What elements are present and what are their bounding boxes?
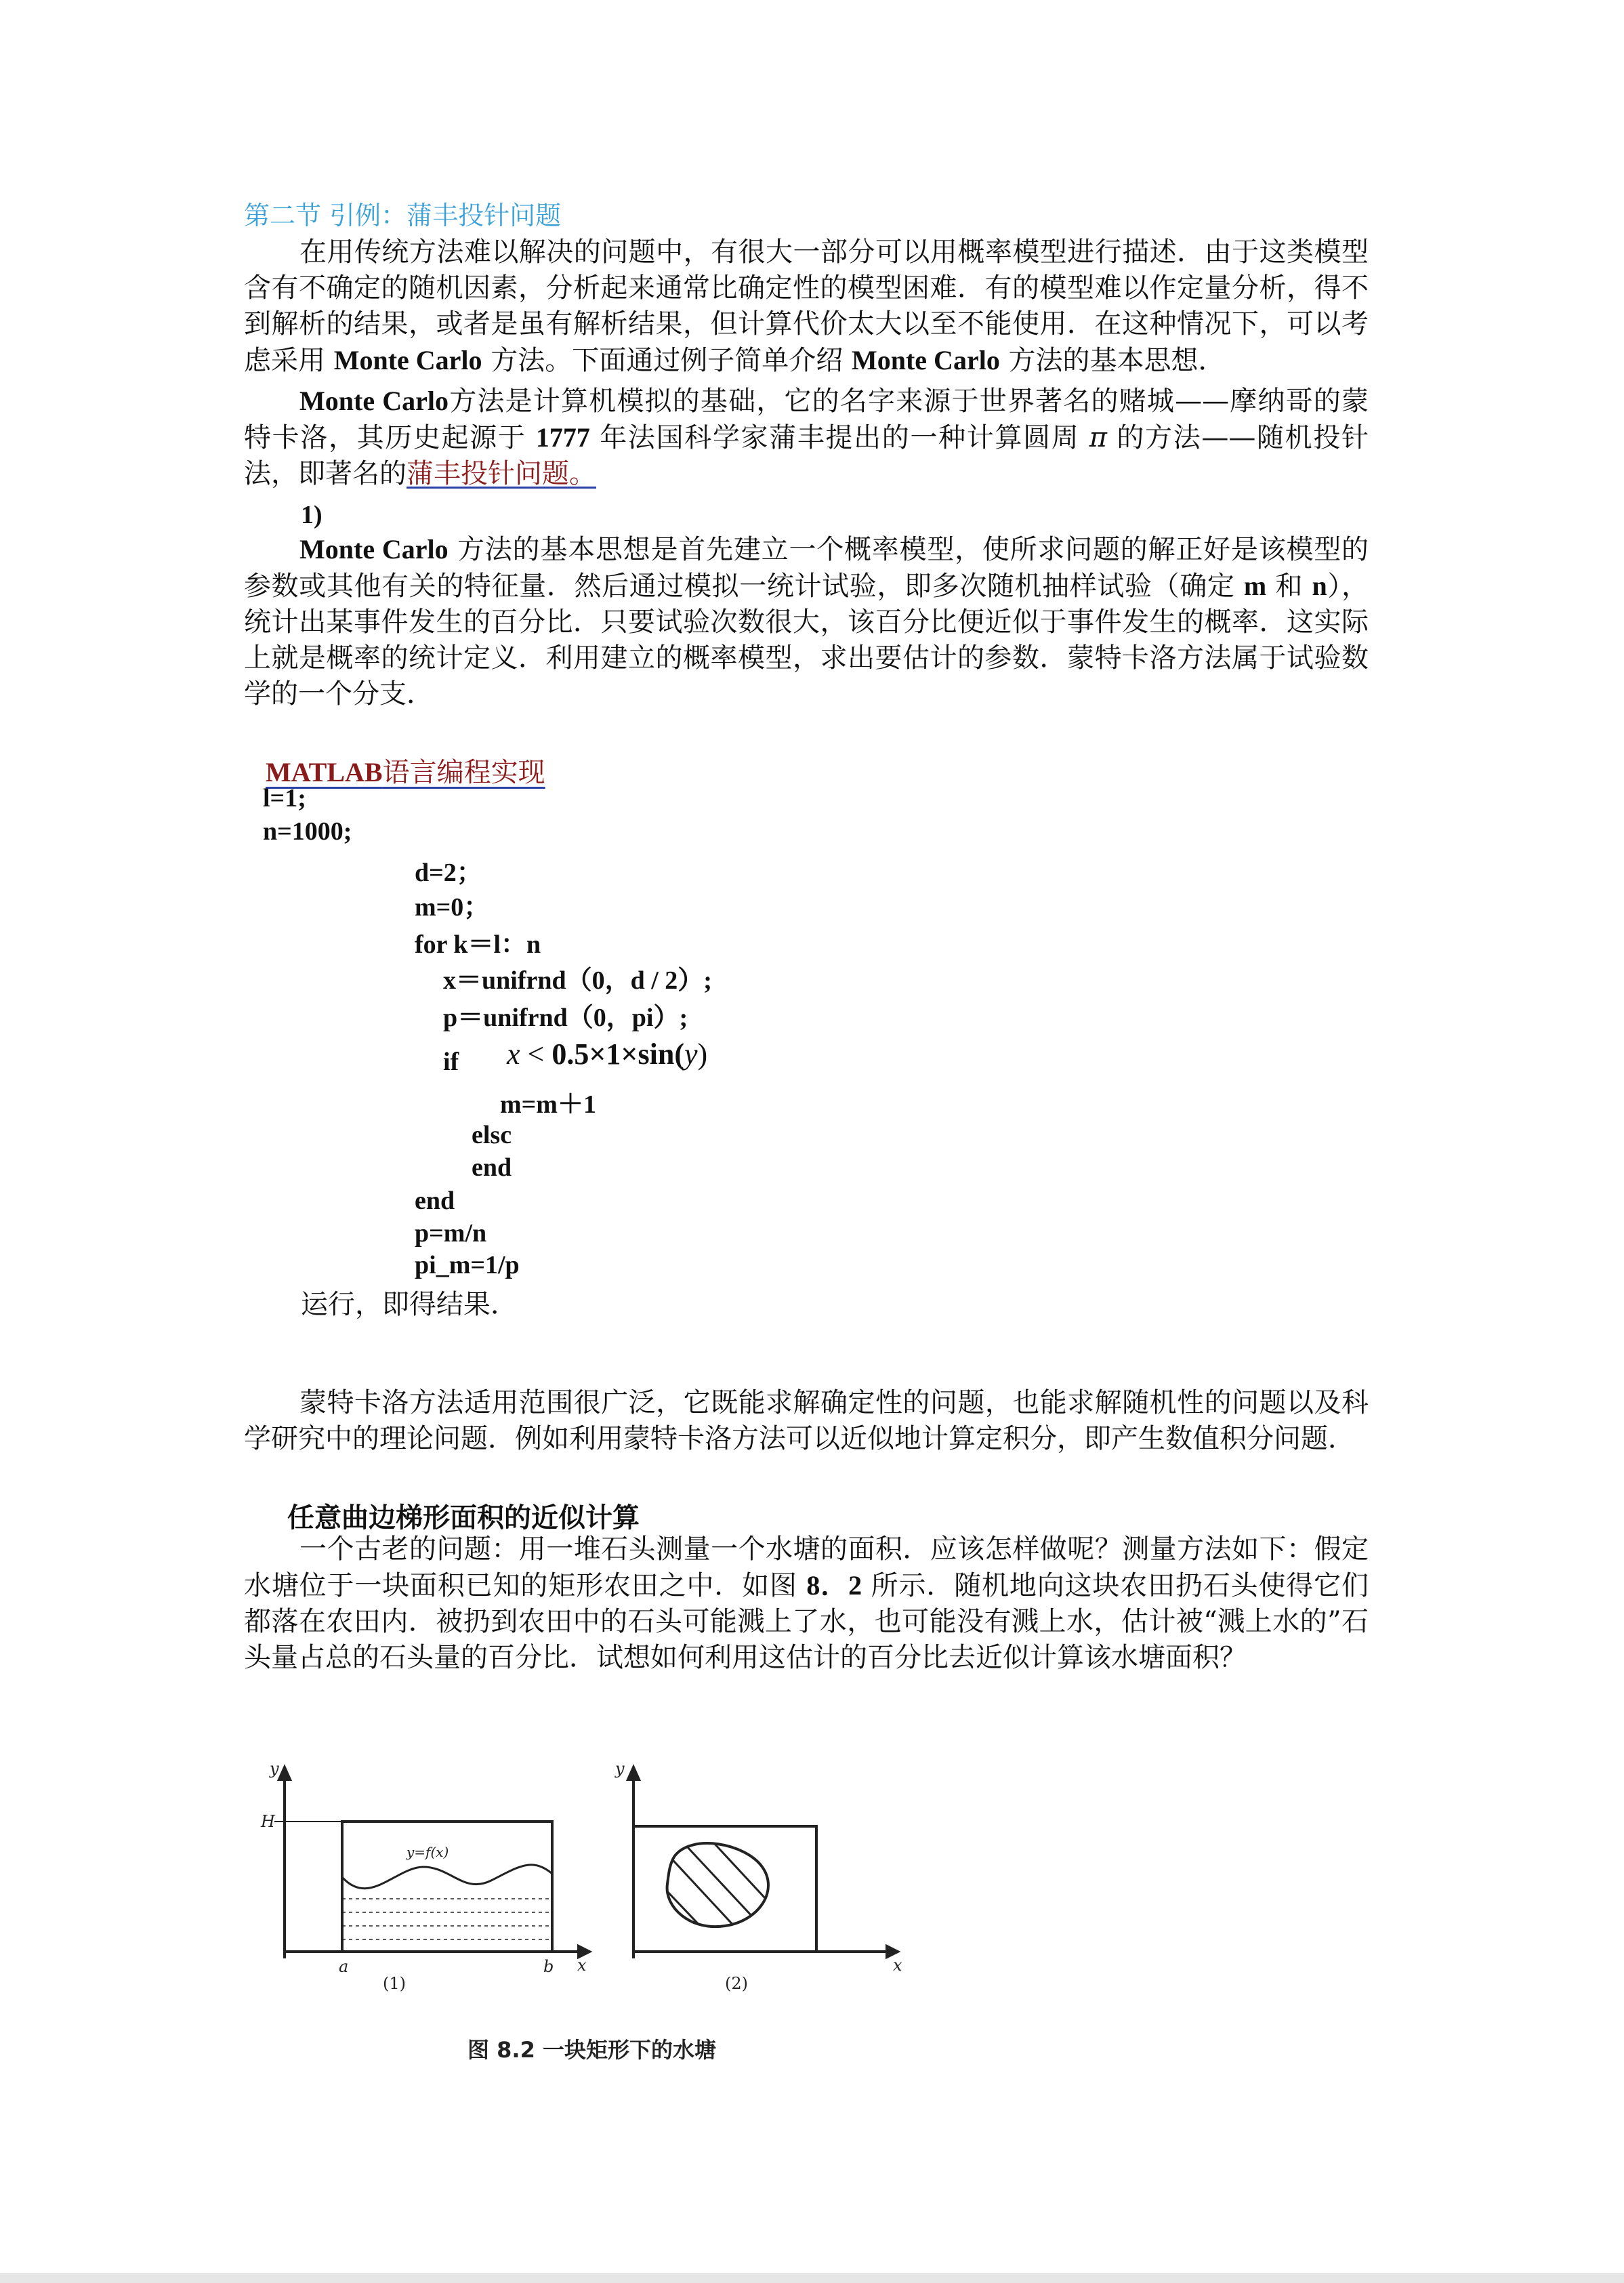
code-line: for k＝l：n (415, 930, 541, 959)
left-diagram-label: (1) (383, 1974, 406, 1993)
code-line: p=m/n (415, 1219, 487, 1248)
code-line: m=0； (415, 893, 490, 922)
right-x-label: x (893, 1956, 902, 1975)
para1-end: 方法的基本思想． (999, 345, 1226, 376)
year-1777: 1777 (535, 422, 590, 453)
right-y-arrow (628, 1767, 639, 1780)
page-bottom-border (0, 2273, 1624, 2283)
code-line: x＝unifrnd（0，d / 2）; (443, 966, 712, 995)
matlab-section-link[interactable] (266, 751, 545, 789)
para2-text-c: 的方法——随机投针法，即著名的 (244, 422, 1369, 489)
figure-caption: 图 8.2 一块矩形下的水塘 (467, 2037, 716, 2063)
left-diagram (274, 1767, 589, 1958)
formula-x: x (507, 1037, 520, 1071)
paragraph-applications (244, 1385, 1369, 1457)
code-line: n=1000; (263, 817, 352, 846)
para5-text: 一个古老的问题：用一堆石头测量一个水塘的面积．应该怎样做呢？测量方法如下：假定水塘位于一块面积已知的矩形农田之中．如图 (244, 1534, 1369, 1601)
right-y-label: y (615, 1759, 625, 1778)
paragraph-pond-problem (244, 1531, 1369, 1676)
code-line: if (443, 1048, 459, 1076)
monte-carlo-term: Monte Carlo (299, 386, 449, 416)
left-a-label: a (339, 1957, 349, 1976)
code-line: l=1; (263, 784, 306, 813)
paragraph-basic-idea (244, 531, 1369, 712)
para1-text: 在用传统方法难以解决的问题中，有很大一部分可以用概率模型进行描述．由于这类模型含有不确定的随机因素，分析起来通常比确定性的模型困难．有的模型难以作定量分析，得不到解析的结果，或者是虽有解析结果，但计算代价太大以至不能使用．在这种情况下，可以考虑采用 (244, 236, 1369, 376)
code-line: pi_m=1/p (415, 1251, 520, 1279)
formula-body: 0.5×1×sin( (551, 1037, 684, 1071)
para3-text-b: ），统计出某事件发生的百分比．只要试验次数很大，该百分比便近似于事件发生的概率．这实际上就是概率的统计定义．利用建立的概率模型，求出要估计的参数．蒙特卡洛方法属于试验数学的一个分支． (244, 571, 1369, 709)
para5-text-b: 所示．随机地向这块农田扔石头使得它们都落在农田内．被扔到农田中的石头可能溅上了水，也可能没有溅上水，估计被“溅上水的”石头量占总的石头量的百分比．试想如何利用这估计的百分比去近似计算该水塘面积？ (244, 1570, 1369, 1673)
code-line: p＝unifrnd（0，pi）; (443, 1004, 688, 1032)
matlab-title-rest: 语言编程实现 (382, 757, 545, 788)
left-y-label: y (270, 1759, 279, 1778)
paragraph-history (244, 383, 1369, 492)
code-line: m=m＋1 (500, 1090, 596, 1119)
figure-8-2 (257, 1755, 921, 2015)
formula-y: y (684, 1037, 698, 1071)
code-line: end (472, 1153, 512, 1182)
left-b-label: b (543, 1957, 554, 1976)
figure-ref: 8．2 (806, 1570, 862, 1601)
variable-n: n (1312, 571, 1327, 601)
left-fx-label: y=f(x) (407, 1844, 449, 1860)
monte-carlo-term: Monte Carlo (851, 345, 1000, 375)
formula-close: ) (697, 1037, 708, 1071)
monte-carlo-term: Monte Carlo (299, 534, 449, 564)
code-line: elsc (472, 1121, 512, 1149)
para1-mid: 方法。下面通过例子简单介绍 (482, 345, 852, 376)
left-x-label: x (577, 1956, 587, 1975)
pi-symbol: π (1089, 422, 1108, 453)
para3-text: 方法的基本思想是首先建立一个概率模型，使所求问题的解正好是该模型的参数或其他有关的特征量．然后通过模拟一统计试验，即多次随机抽样试验（确定 (244, 534, 1369, 602)
run-result-text: 运行，即得结果． (301, 1289, 518, 1320)
curve-fx (342, 1865, 552, 1889)
code-line: end (415, 1187, 455, 1215)
pond-hatch (650, 1874, 718, 1945)
right-diagram-label: (2) (725, 1974, 748, 1993)
right-diagram (628, 1767, 898, 1958)
left-h-label: H (261, 1812, 275, 1831)
matlab-word: MATLAB (266, 757, 383, 787)
section-heading: 第二节 引例：蒲丰投针问题 (244, 201, 562, 230)
para3-and: 和 (1266, 571, 1312, 602)
item-number: 1) (301, 501, 322, 529)
formula-rel: < (520, 1037, 552, 1071)
buffon-needle-link[interactable]: 蒲丰投针问题。 (407, 458, 596, 489)
pond-hatch (732, 1830, 799, 1904)
monte-carlo-term: Monte Carlo (333, 345, 482, 375)
left-y-arrow (279, 1767, 290, 1780)
variable-m: m (1243, 571, 1267, 601)
para2-text: 方法是计算机模拟的基础，它的名字来源于世界著名的赌城——摩纳哥的蒙特卡洛，其历史起源于 (244, 386, 1369, 453)
subsection-heading: 任意曲边梯形面积的近似计算 (287, 1502, 640, 1534)
pond-figure-svg (257, 1755, 921, 2013)
para2-text-b: 年法国科学家蒲丰提出的一种计算圆周 (589, 422, 1089, 453)
condition-formula (507, 1037, 707, 1071)
para4-text: 蒙特卡洛方法适用范围很广泛，它既能求解确定性的问题，也能求解随机性的问题以及科学研究中的理论问题．例如利用蒙特卡洛方法可以近似地计算定积分，即产生数值积分问题． (244, 1387, 1369, 1454)
code-line: d=2； (415, 859, 482, 887)
paragraph-intro (244, 234, 1369, 379)
